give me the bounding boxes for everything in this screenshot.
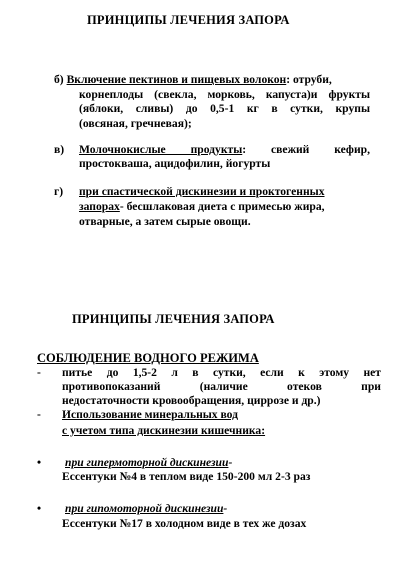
item-b-marker: б) [54, 73, 64, 86]
item-v-line2: простокваша, ацидофилин, йогурты [79, 157, 271, 170]
bullet1-heading-line [65, 456, 232, 469]
section1-title: ПРИНЦИПЫ ЛЕЧЕНИЯ ЗАПОРА [87, 13, 290, 27]
item2-line1: Использование минеральных вод [62, 408, 239, 421]
item-b-line4: (овсяная, гречневая); [79, 117, 192, 130]
item-v-marker: в) [54, 143, 65, 156]
item-b-heading: Включение пектинов и пищевых волокон [66, 73, 287, 86]
item-g-heading-line2: запорах [79, 200, 120, 213]
section2-title: ПРИНЦИПЫ ЛЕЧЕНИЯ ЗАПОРА [72, 312, 275, 326]
item-g-marker: г) [54, 185, 64, 198]
bullet1-detail: Ессентуки №4 в теплом виде 150-200 мл 2-3 раз [62, 470, 311, 483]
item2-line2: с учетом типа дискинезии кишечника: [62, 424, 266, 437]
item-b-line2: корнеплоды (свекла, морковь, капуста)и фрукты [79, 88, 370, 101]
item-g-line2-rest: - бесшлаковая диета с примесью жира, [119, 200, 325, 213]
item2-marker: - [37, 408, 41, 421]
item-v-line1 [79, 143, 370, 156]
bullet2-heading: при гипомоторной дискинезии [65, 502, 224, 515]
bullet2-heading-line [65, 502, 227, 515]
item1-marker: - [37, 366, 41, 379]
bullet1-heading: при гипермоторной дискинезии [65, 456, 229, 469]
bullet1-marker: • [37, 456, 42, 469]
bullet2-marker: • [37, 502, 42, 515]
item1-line3: недостаточности кровообращения, циррозе и др.) [62, 394, 321, 407]
item-b-line1 [54, 73, 332, 86]
item-b-line3: (яблоки, сливы) до 0,5-1 кг в сутки, крупы [79, 102, 370, 115]
item1-line2: противопоказаний (наличие отеков при [62, 380, 381, 393]
item-v-heading: Молочнокислые продукты [79, 143, 243, 156]
bullet2-detail: Ессентуки №17 в холодном виде в тех же дозах [62, 517, 307, 530]
item-g-line3: отварные, а затем сырые овощи. [79, 215, 251, 228]
item-b-line1-rest: : отруби, [286, 73, 332, 86]
item1-line1: питье до 1,5-2 л в сутки, если к этому нет [62, 366, 381, 379]
item-g-heading-line1: при спастической дискинезии и проктогенных [79, 185, 325, 198]
bullet2-heading-suffix: - [223, 502, 228, 515]
section2-subtitle: СОБЛЮДЕНИЕ ВОДНОГО РЕЖИМА [37, 351, 259, 365]
item-v-line1-rest: : свежий кефир, [242, 143, 370, 156]
item-g-line2 [79, 200, 325, 213]
bullet1-heading-suffix: - [228, 456, 233, 469]
